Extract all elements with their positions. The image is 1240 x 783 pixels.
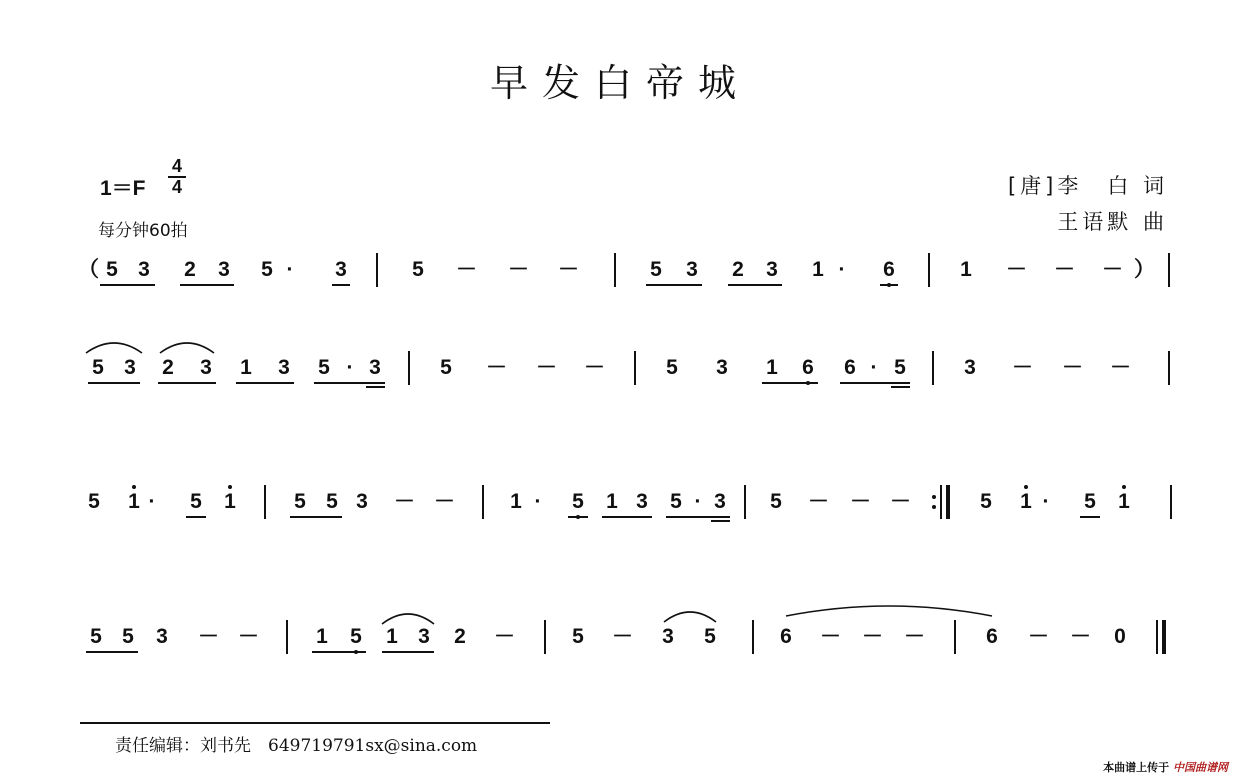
note: 2 <box>732 258 744 281</box>
dash: － <box>508 258 529 281</box>
note: 3 <box>200 356 212 379</box>
underline <box>312 651 366 653</box>
site-logo: 中国曲谱网 <box>1173 761 1228 774</box>
note: 1 <box>1020 490 1032 513</box>
note: 5 <box>666 356 678 379</box>
note: 5 <box>326 490 338 513</box>
note: 3 <box>714 490 726 513</box>
note: 5 <box>294 490 306 513</box>
note: 2 <box>184 258 196 281</box>
slur-arc <box>664 608 716 624</box>
dash: － <box>486 356 507 379</box>
dash: － <box>558 258 579 281</box>
dash: － <box>1070 625 1091 648</box>
note: 5 <box>412 258 424 281</box>
barline <box>954 620 956 654</box>
note: 1 <box>316 625 328 648</box>
underline-2 <box>366 386 385 388</box>
note: 6 <box>780 625 792 648</box>
dash: － <box>456 258 477 281</box>
note: 5 <box>770 490 782 513</box>
key-signature: 1＝F <box>100 177 146 200</box>
barline <box>932 351 934 385</box>
composer-credit: 王语默 曲 <box>1057 210 1168 234</box>
final-barline <box>1156 620 1158 654</box>
underline <box>186 516 206 518</box>
repeat-dot <box>932 495 936 499</box>
slur-arc <box>786 602 992 618</box>
note: 3 <box>766 258 778 281</box>
dash: － <box>536 356 557 379</box>
upload-prefix: 本曲谱上传于 <box>1103 761 1170 774</box>
note: 3 <box>218 258 230 281</box>
footer-rule <box>80 722 550 724</box>
dash: － <box>198 625 219 648</box>
note: 6 <box>883 258 895 281</box>
note: 3 <box>686 258 698 281</box>
underline <box>602 516 652 518</box>
dash: － <box>890 490 911 513</box>
dash: － <box>1110 356 1131 379</box>
barline <box>376 253 378 287</box>
dash: － <box>862 625 883 648</box>
note: 3 <box>156 625 168 648</box>
note: 2 <box>162 356 174 379</box>
dash: － <box>394 490 415 513</box>
note: 6 <box>844 356 856 379</box>
note: 5 <box>261 258 273 281</box>
note: 3 <box>964 356 976 379</box>
underline <box>840 382 910 384</box>
dash: － <box>494 625 515 648</box>
note: 5 <box>90 625 102 648</box>
dash: － <box>850 490 871 513</box>
note: 1 <box>240 356 252 379</box>
high-octave-dot <box>228 485 232 489</box>
underline-2 <box>711 520 730 522</box>
note: 5 <box>190 490 202 513</box>
time-signature <box>166 157 188 197</box>
underline <box>382 651 434 653</box>
note: 1 <box>386 625 398 648</box>
note: 1 <box>960 258 972 281</box>
augmentation-dot: · <box>870 356 878 379</box>
note: 5 <box>106 258 118 281</box>
slur-arc <box>160 339 214 355</box>
note: 3 <box>124 356 136 379</box>
barline <box>1170 485 1172 519</box>
barline <box>744 485 746 519</box>
dash: － <box>1012 356 1033 379</box>
augmentation-dot: · <box>694 490 702 513</box>
dash: － <box>1062 356 1083 379</box>
note: 3 <box>662 625 674 648</box>
note: 2 <box>454 625 466 648</box>
augmentation-dot: · <box>148 490 156 513</box>
dash: － <box>238 625 259 648</box>
note: 3 <box>278 356 290 379</box>
paren: ） <box>1134 258 1155 281</box>
note: 5 <box>670 490 682 513</box>
dash: － <box>808 490 829 513</box>
note: 5 <box>704 625 716 648</box>
note: 6 <box>802 356 814 379</box>
note: 3 <box>138 258 150 281</box>
underline <box>880 284 898 286</box>
dash: － <box>1054 258 1075 281</box>
note: 1 <box>766 356 778 379</box>
barline <box>408 351 410 385</box>
underline <box>646 284 702 286</box>
final-barline-thick <box>1162 620 1166 654</box>
dash: － <box>1006 258 1027 281</box>
barline <box>1168 253 1170 287</box>
augmentation-dot: · <box>1042 490 1050 513</box>
repeat-barline-thick <box>946 485 950 519</box>
repeat-dot <box>932 505 936 509</box>
note: 5 <box>88 490 100 513</box>
time-sig-bottom: 4 <box>171 177 182 197</box>
repeat-barline <box>940 485 942 519</box>
lyricist-credit: [唐]李 白 词 <box>1007 174 1168 198</box>
time-sig-top: 4 <box>171 156 182 176</box>
high-octave-dot <box>132 485 136 489</box>
note: 3 <box>369 356 381 379</box>
high-octave-dot <box>1024 485 1028 489</box>
dash: － <box>820 625 841 648</box>
note: 5 <box>350 625 362 648</box>
note: 5 <box>122 625 134 648</box>
note: 3 <box>356 490 368 513</box>
note: 5 <box>980 490 992 513</box>
barline <box>752 620 754 654</box>
note: 5 <box>572 625 584 648</box>
dash: － <box>612 625 633 648</box>
underline <box>236 382 294 384</box>
dash: － <box>1028 625 1049 648</box>
underline <box>88 382 140 384</box>
barline <box>482 485 484 519</box>
high-octave-dot <box>1122 485 1126 489</box>
note: 5 <box>92 356 104 379</box>
underline <box>666 516 730 518</box>
tempo-marking: 每分钟60拍 <box>98 221 188 241</box>
augmentation-dot: · <box>286 258 294 281</box>
note: 5 <box>894 356 906 379</box>
underline <box>290 516 342 518</box>
underline <box>1080 516 1100 518</box>
barline <box>1168 351 1170 385</box>
barline <box>634 351 636 385</box>
underline <box>568 516 588 518</box>
note: 1 <box>510 490 522 513</box>
underline <box>158 382 216 384</box>
barline <box>286 620 288 654</box>
dash: － <box>434 490 455 513</box>
note: 5 <box>650 258 662 281</box>
dash: － <box>904 625 925 648</box>
note: 1 <box>812 258 824 281</box>
note: 5 <box>440 356 452 379</box>
upload-credit <box>1103 759 1228 775</box>
note: 3 <box>716 356 728 379</box>
note: 5 <box>572 490 584 513</box>
augmentation-dot: · <box>534 490 542 513</box>
underline <box>728 284 782 286</box>
note: 5 <box>318 356 330 379</box>
note: 1 <box>1118 490 1130 513</box>
paren: （ <box>78 258 99 281</box>
underline <box>762 382 818 384</box>
underline <box>180 284 234 286</box>
underline <box>332 284 350 286</box>
dash: － <box>584 356 605 379</box>
song-title: 早发白帝城 <box>489 61 750 105</box>
barline <box>264 485 266 519</box>
note: 1 <box>224 490 236 513</box>
underline <box>86 651 138 653</box>
slur-arc <box>86 339 142 355</box>
editor-credit: 责任编辑：刘书先 649719791sx@sina.com <box>115 736 478 756</box>
dash: － <box>1102 258 1123 281</box>
underline <box>100 284 155 286</box>
note: 0 <box>1114 625 1126 648</box>
note: 3 <box>335 258 347 281</box>
augmentation-dot: · <box>838 258 846 281</box>
note: 3 <box>636 490 648 513</box>
note: 1 <box>128 490 140 513</box>
augmentation-dot: · <box>346 356 354 379</box>
slur-arc <box>382 610 434 626</box>
note: 1 <box>606 490 618 513</box>
underline <box>314 382 385 384</box>
barline <box>928 253 930 287</box>
note: 3 <box>418 625 430 648</box>
note: 5 <box>1084 490 1096 513</box>
barline <box>614 253 616 287</box>
note: 6 <box>986 625 998 648</box>
barline <box>544 620 546 654</box>
underline-2 <box>891 386 910 388</box>
